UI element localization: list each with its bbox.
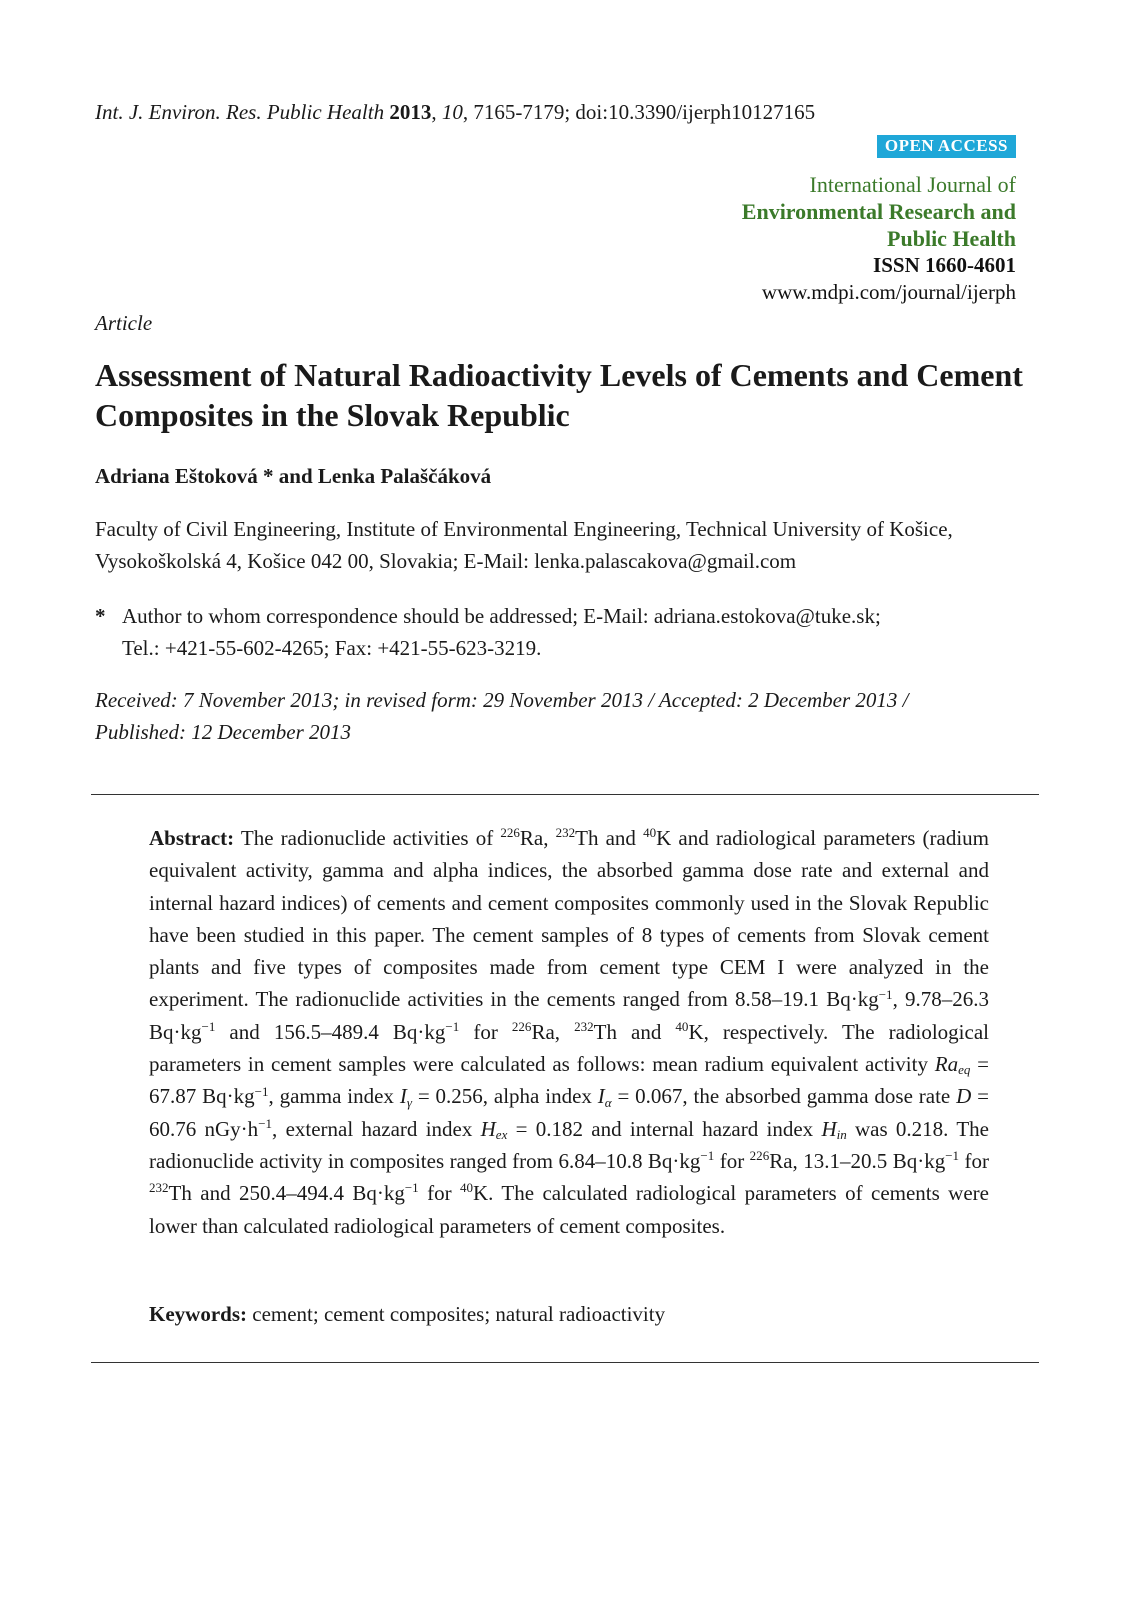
abstract-text: for bbox=[714, 1148, 750, 1173]
isotope-sup: 232 bbox=[574, 1018, 594, 1034]
abstract-text: Th and bbox=[593, 1019, 676, 1044]
correspondence bbox=[95, 600, 1075, 664]
dates-line1: Received: 7 November 2013; in revised form: 29 November 2013 / Accepted: 2 December 2013 / bbox=[95, 688, 909, 712]
isotope-sup: 232 bbox=[555, 825, 576, 841]
symbol-i: I bbox=[399, 1084, 407, 1109]
abstract-text: Th and bbox=[575, 826, 644, 850]
unit-sup: −1 bbox=[445, 1018, 460, 1034]
symbol-h: H bbox=[821, 1116, 837, 1141]
citation-volume: 10 bbox=[441, 100, 463, 124]
abstract-text: , external hazard index bbox=[272, 1116, 481, 1141]
affiliation-line2: Vysokoškolská 4, Košice 042 00, Slovakia; E-Mail: lenka.palascakova@gmail.com bbox=[95, 549, 797, 573]
unit-sup: −1 bbox=[878, 986, 893, 1002]
subscript-alpha: α bbox=[604, 1094, 612, 1110]
isotope-sup: 40 bbox=[675, 1018, 689, 1034]
unit-sup: −1 bbox=[258, 1115, 273, 1131]
symbol-h: H bbox=[480, 1116, 496, 1141]
isotope-sup: 226 bbox=[500, 825, 520, 841]
keywords-text: cement; cement composites; natural radioactivity bbox=[247, 1302, 666, 1326]
journal-abbrev: Int. J. Environ. Res. Public Health bbox=[95, 100, 385, 124]
unit-sup: −1 bbox=[945, 1148, 960, 1164]
correspondence-star: * bbox=[95, 604, 106, 628]
unit-sup: −1 bbox=[700, 1148, 715, 1164]
abstract-text: , 9.78–26.3 Bq·kg bbox=[149, 987, 989, 1044]
abstract-label: Abstract: bbox=[149, 826, 235, 850]
authors: Adriana Eštoková * and Lenka Palaščáková bbox=[95, 464, 492, 488]
abstract-text: for bbox=[459, 1019, 512, 1044]
affiliation bbox=[95, 513, 1075, 577]
isotope-sup: 40 bbox=[643, 825, 657, 841]
open-access-badge: OPEN ACCESS bbox=[877, 135, 1016, 158]
dates-line2: Published: 12 December 2013 bbox=[95, 720, 352, 744]
abstract-text: The radionuclide activities of bbox=[234, 826, 501, 850]
keywords-label: Keywords: bbox=[149, 1302, 247, 1326]
subscript-ex: ex bbox=[495, 1126, 508, 1142]
abstract-text: K. The calculated radiological parameters of cements were lower than calculated radiological parameters of cement composites. bbox=[149, 1181, 989, 1238]
correspondence-line2: Tel.: +421-55-602-4265; Fax: +421-55-623-3219. bbox=[122, 636, 542, 660]
citation-line: Int. J. Environ. Res. Public Health 2013, 10, 7165-7179; doi:10.3390/ijerph10127165 bbox=[95, 100, 816, 124]
abstract-text: K, respectively. The radiological parameters in cement samples were calculated as follows: mean radium equivalent activity bbox=[149, 1019, 989, 1077]
subscript-in: in bbox=[836, 1126, 847, 1142]
journal-url[interactable]: www.mdpi.com/journal/ijerph bbox=[761, 280, 1016, 304]
abstract-text: , gamma index bbox=[268, 1084, 400, 1109]
unit-sup: −1 bbox=[201, 1018, 216, 1034]
affiliation-line1: Faculty of Civil Engineering, Institute of Environmental Engineering, Technical University of Košice, bbox=[95, 517, 953, 541]
symbol-d: D bbox=[956, 1084, 972, 1109]
subscript-gamma: γ bbox=[406, 1094, 412, 1110]
citation-pages-doi: , 7165-7179; doi:10.3390/ijerph10127165 bbox=[462, 100, 816, 124]
abstract-text: for bbox=[959, 1148, 990, 1173]
paper-title: Assessment of Natural Radioactivity Levels of Cements and Cement Composites in the Slovak Republic bbox=[95, 357, 1023, 433]
article-type: Article bbox=[95, 311, 153, 335]
abstract-text: for bbox=[418, 1181, 460, 1206]
unit-sup: −1 bbox=[254, 1083, 269, 1099]
isotope-sup: 226 bbox=[749, 1148, 770, 1164]
abstract-text: = 0.182 and internal hazard index bbox=[507, 1116, 822, 1141]
journal-block bbox=[742, 171, 1016, 306]
abstract-text: Ra, 13.1–20.5 Bq·kg bbox=[769, 1148, 946, 1173]
abstract-text: = 0.067, the absorbed gamma dose rate bbox=[611, 1084, 957, 1109]
correspondence-line1: Author to whom correspondence should be addressed; E-Mail: adriana.estokova@tuke.sk; bbox=[122, 604, 881, 628]
subscript-eq: eq bbox=[958, 1062, 971, 1078]
abstract-text: = 67.87 Bq·kg bbox=[149, 1052, 989, 1109]
abstract-text: = 0.256, alpha index bbox=[411, 1084, 598, 1109]
isotope-sup: 226 bbox=[511, 1018, 532, 1034]
isotope-sup: 232 bbox=[149, 1180, 169, 1196]
unit-sup: −1 bbox=[404, 1180, 419, 1196]
abstract bbox=[149, 822, 989, 1242]
abstract-text: = 60.76 nGy·h bbox=[149, 1084, 990, 1141]
isotope-sup: 40 bbox=[459, 1180, 473, 1196]
abstract-text: was 0.218. The radionuclide activity in composites ranged from 6.84–10.8 Bq·kg bbox=[149, 1116, 989, 1173]
divider-top bbox=[91, 794, 1039, 795]
journal-name-line1: International Journal of bbox=[809, 172, 1016, 197]
abstract-text: Ra, bbox=[519, 826, 556, 850]
abstract-text: K and radiological parameters (radium equivalent activity, gamma and alpha indices, the absorbed gamma dose rate and external and internal hazard indices) of cements and cement composites commonly used in the Slovak Republic have been studied in this paper. The cement samples of 8 types of cements from Slovak cement plants and five types of composites made from cement type CEM I were analyzed in the experiment. The radionuclide activities in the cements ranged from 8.58–19.1 Bq·kg bbox=[149, 826, 989, 1012]
abstract-text: Ra, bbox=[531, 1019, 575, 1044]
divider-bottom bbox=[91, 1362, 1039, 1363]
journal-name-line3: Public Health bbox=[887, 226, 1016, 251]
publication-dates bbox=[95, 684, 1075, 748]
journal-name-line2: Environmental Research and bbox=[741, 199, 1016, 224]
citation-year: 2013 bbox=[389, 100, 432, 124]
issn: ISSN 1660-4601 bbox=[873, 253, 1016, 277]
symbol-ra: Ra bbox=[934, 1052, 959, 1077]
abstract-text: and 156.5–489.4 Bq·kg bbox=[215, 1019, 446, 1044]
abstract-text: Th and 250.4–494.4 Bq·kg bbox=[168, 1181, 405, 1206]
symbol-i: I bbox=[597, 1084, 605, 1109]
keywords bbox=[149, 1302, 665, 1327]
